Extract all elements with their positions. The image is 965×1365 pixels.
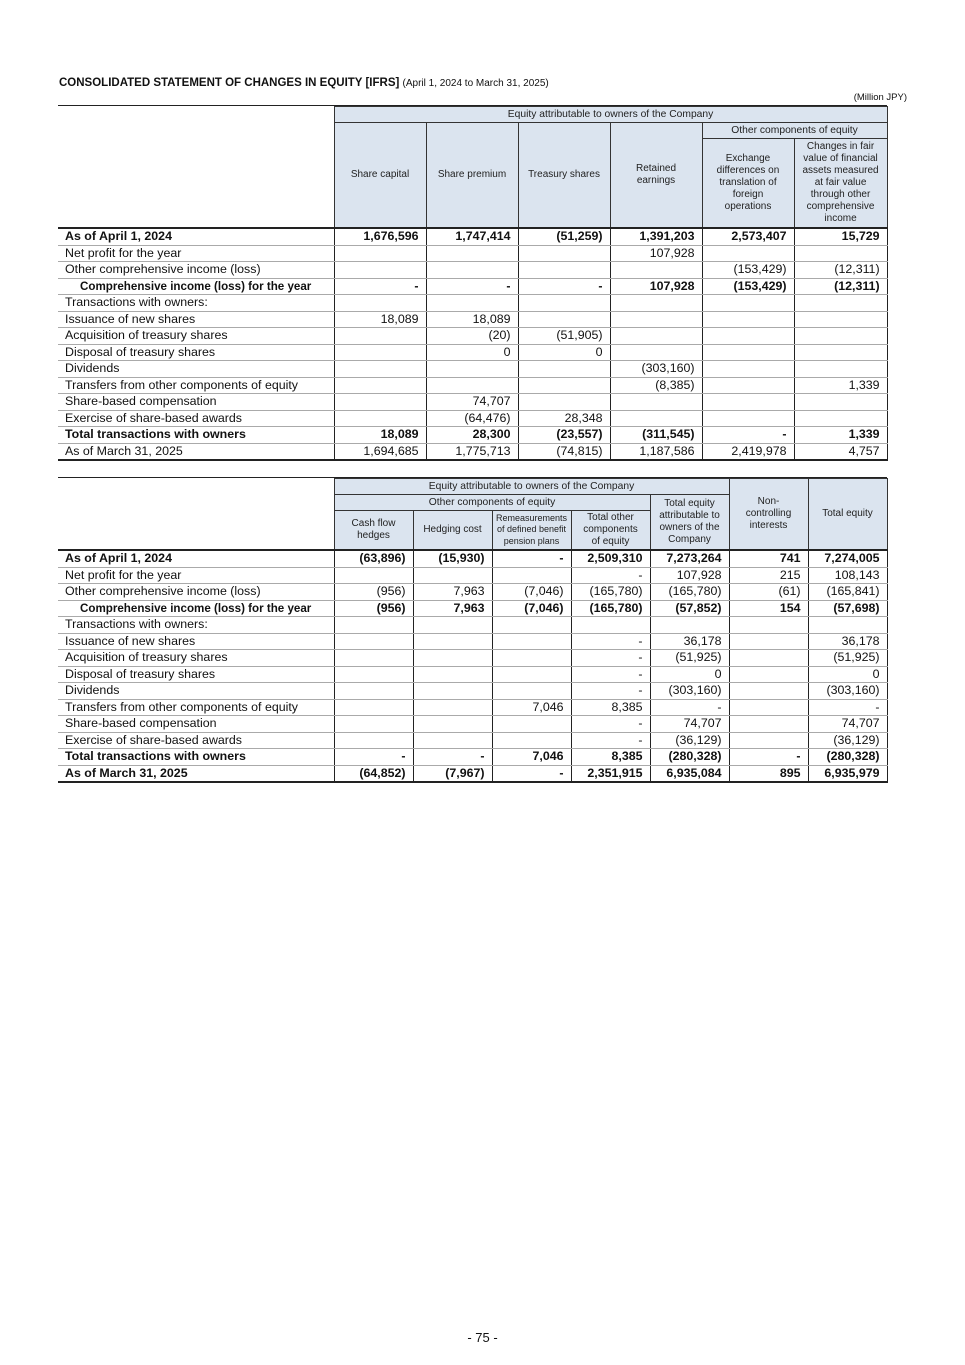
cell-value [334,633,413,650]
row-label: As of April 1, 2024 [58,228,334,245]
cell-value: (7,046) [492,584,571,601]
row-label: Exercise of share-based awards [58,410,334,427]
cell-value [413,633,492,650]
cell-value [334,262,426,279]
cell-value: (51,925) [650,650,729,667]
cell-value [334,732,413,749]
header-blank [58,123,334,139]
cell-value: - [571,567,650,584]
cell-value: 1,775,713 [426,443,518,460]
row-label: Total transactions with owners [58,427,334,444]
cell-value [729,716,808,733]
cell-value: (303,160) [650,683,729,700]
cell-value [571,617,650,634]
row-label: Exercise of share-based awards [58,732,334,749]
row-label: Dividends [58,683,334,700]
cell-value [334,295,426,312]
cell-value: - [334,749,413,766]
table-row [58,716,887,733]
cell-value: (23,557) [518,427,610,444]
table-row [58,295,887,312]
cell-value [794,394,887,411]
cell-value [650,617,729,634]
cell-value [413,732,492,749]
row-label: Issuance of new shares [58,311,334,328]
cell-value: 18,089 [334,311,426,328]
cell-value [334,683,413,700]
cell-value [729,666,808,683]
cell-value: (15,930) [413,550,492,567]
cell-value: 2,351,915 [571,765,650,782]
cell-value: 2,419,978 [702,443,794,460]
col-total-equity: Total equity [808,479,887,551]
cell-value [492,683,571,700]
cell-value: 7,046 [492,699,571,716]
cell-value: 0 [426,344,518,361]
cell-value: 6,935,084 [650,765,729,782]
cell-value [334,666,413,683]
document-title [59,77,549,89]
cell-value: 7,963 [413,600,492,617]
header-blank [58,139,334,229]
cell-value: 7,273,264 [650,550,729,567]
table-row [58,749,887,766]
cell-value [729,699,808,716]
cell-value [413,567,492,584]
cell-value [610,410,702,427]
cell-value: - [426,278,518,295]
cell-value: 1,339 [794,377,887,394]
cell-value: (61) [729,584,808,601]
cell-value [729,617,808,634]
header-equity-attributable: Equity attributable to owners of the Company [334,479,729,495]
cell-value: 18,089 [426,311,518,328]
table-row [58,732,887,749]
cell-value: - [571,650,650,667]
cell-value [413,666,492,683]
cell-value [334,410,426,427]
cell-value: - [702,427,794,444]
cell-value [702,328,794,345]
cell-value [413,617,492,634]
cell-value: 0 [518,344,610,361]
cell-value [702,311,794,328]
cell-value [729,732,808,749]
cell-value: 8,385 [571,699,650,716]
cell-value [702,344,794,361]
cell-value [492,633,571,650]
col-fair-value-changes: Changes in fair value of financial assets measured at fair value through other comprehensive income [794,139,887,229]
cell-value [492,567,571,584]
row-label: Share-based compensation [58,394,334,411]
cell-value [334,377,426,394]
cell-value [518,262,610,279]
title-period: (April 1, 2024 to March 31, 2025) [402,78,549,89]
cell-value [413,716,492,733]
cell-value: (63,896) [334,550,413,567]
cell-value [334,344,426,361]
col-cash-flow-hedges: Cash flow hedges [334,511,413,551]
col-total-other-components: Total other components of equity [571,511,650,551]
cell-value: - [334,278,426,295]
row-label: Other comprehensive income (loss) [58,262,334,279]
table-row [58,427,887,444]
cell-value: 36,178 [808,633,887,650]
row-label: Acquisition of treasury shares [58,328,334,345]
cell-value [794,245,887,262]
col-remeasurements: Remeasurements of defined benefit pension plans [492,511,571,551]
cell-value: - [518,278,610,295]
row-label: Dividends [58,361,334,378]
table-row [58,617,887,634]
cell-value: 18,089 [334,427,426,444]
header-other-components: Other components of equity [702,123,887,139]
page-number: - 75 - [467,1330,498,1345]
table-row [58,584,887,601]
cell-value [518,245,610,262]
table-row [58,245,887,262]
unit-label: (Million JPY) [853,92,907,103]
cell-value [808,617,887,634]
cell-value [334,617,413,634]
cell-value: 74,707 [808,716,887,733]
cell-value: (12,311) [794,262,887,279]
row-label: Share-based compensation [58,716,334,733]
cell-value: (36,129) [808,732,887,749]
cell-value: (57,852) [650,600,729,617]
cell-value: - [492,550,571,567]
cell-value: - [571,666,650,683]
cell-value [702,361,794,378]
cell-value: 895 [729,765,808,782]
table-row [58,262,887,279]
cell-value: 7,046 [492,749,571,766]
row-label: Comprehensive income (loss) for the year [58,278,334,295]
table-row [58,278,887,295]
cell-value: - [413,749,492,766]
row-label: Total transactions with owners [58,749,334,766]
equity-table-1 [58,106,888,461]
cell-value: (12,311) [794,278,887,295]
col-total-equity-attributable: Total equity attributable to owners of the Company [650,495,729,551]
cell-value [426,361,518,378]
cell-value: 154 [729,600,808,617]
table-row [58,650,887,667]
cell-value: (303,160) [808,683,887,700]
row-label: Disposal of treasury shares [58,666,334,683]
table-row [58,600,887,617]
cell-value: (280,328) [808,749,887,766]
header-blank [58,495,334,511]
cell-value [729,633,808,650]
cell-value [794,328,887,345]
cell-value: 74,707 [650,716,729,733]
cell-value [413,650,492,667]
cell-value: 1,391,203 [610,228,702,245]
row-label: Transfers from other components of equity [58,377,334,394]
cell-value [334,394,426,411]
col-share-premium: Share premium [426,123,518,229]
cell-value: (956) [334,584,413,601]
cell-value [610,295,702,312]
table-row [58,377,887,394]
cell-value [492,666,571,683]
cell-value: (280,328) [650,749,729,766]
row-label: As of March 31, 2025 [58,443,334,460]
cell-value [426,262,518,279]
cell-value: 28,300 [426,427,518,444]
table-row [58,765,887,782]
cell-value: - [571,633,650,650]
cell-value: - [571,732,650,749]
cell-value [518,377,610,394]
cell-value [702,245,794,262]
row-label: Acquisition of treasury shares [58,650,334,667]
cell-value [334,245,426,262]
row-label: Transactions with owners: [58,295,334,312]
table-row [58,633,887,650]
cell-value: 108,143 [808,567,887,584]
cell-value: 7,274,005 [808,550,887,567]
cell-value [426,245,518,262]
cell-value [518,361,610,378]
table-row [58,344,887,361]
cell-value: 1,676,596 [334,228,426,245]
cell-value [492,617,571,634]
cell-value [729,683,808,700]
cell-value: 1,747,414 [426,228,518,245]
cell-value [610,262,702,279]
cell-value [334,328,426,345]
cell-value: (64,476) [426,410,518,427]
cell-value [610,394,702,411]
cell-value [794,344,887,361]
cell-value: (64,852) [334,765,413,782]
row-label: As of March 31, 2025 [58,765,334,782]
row-label: Transfers from other components of equity [58,699,334,716]
cell-value [702,394,794,411]
table-row [58,410,887,427]
row-label: As of April 1, 2024 [58,550,334,567]
cell-value: 2,509,310 [571,550,650,567]
table-row [58,328,887,345]
cell-value: 2,573,407 [702,228,794,245]
cell-value: (36,129) [650,732,729,749]
cell-value: 8,385 [571,749,650,766]
cell-value [492,716,571,733]
cell-value: (311,545) [610,427,702,444]
cell-value: (51,925) [808,650,887,667]
cell-value [334,699,413,716]
cell-value: 107,928 [610,278,702,295]
cell-value: 107,928 [650,567,729,584]
cell-value: (57,698) [808,600,887,617]
cell-value [794,295,887,312]
cell-value [413,699,492,716]
table-row [58,699,887,716]
cell-value: - [650,699,729,716]
header-equity-attributable: Equity attributable to owners of the Company [334,107,887,123]
col-treasury-shares: Treasury shares [518,123,610,229]
col-retained-earnings: Retained earnings [610,123,702,229]
table-row [58,567,887,584]
cell-value: 6,935,979 [808,765,887,782]
col-share-capital: Share capital [334,123,426,229]
cell-value: 7,963 [413,584,492,601]
cell-value [794,311,887,328]
table-row [58,443,887,460]
cell-value: 1,187,586 [610,443,702,460]
col-exchange-differences: Exchange differences on translation of foreign operations [702,139,794,229]
table-row [58,550,887,567]
cell-value: (8,385) [610,377,702,394]
table-row [58,666,887,683]
cell-value: 74,707 [426,394,518,411]
row-label: Issuance of new shares [58,633,334,650]
cell-value: 0 [650,666,729,683]
cell-value [702,410,794,427]
cell-value: - [571,716,650,733]
cell-value [702,295,794,312]
cell-value [610,328,702,345]
cell-value [413,683,492,700]
row-label: Other comprehensive income (loss) [58,584,334,601]
cell-value [334,567,413,584]
cell-value [426,377,518,394]
table-row [58,683,887,700]
col-non-controlling-interests: Non-controlling interests [729,479,808,551]
cell-value: - [729,749,808,766]
cell-value [426,295,518,312]
header-other-components: Other components of equity [334,495,650,511]
row-label: Transactions with owners: [58,617,334,634]
cell-value: (51,259) [518,228,610,245]
equity-table-2 [58,478,888,783]
row-label: Net profit for the year [58,245,334,262]
cell-value: 36,178 [650,633,729,650]
cell-value [729,650,808,667]
header-blank [58,107,334,123]
cell-value: - [492,765,571,782]
cell-value [492,650,571,667]
title-main: CONSOLIDATED STATEMENT OF CHANGES IN EQUITY [IFRS] [59,77,400,89]
cell-value [518,311,610,328]
cell-value: (165,780) [650,584,729,601]
cell-value: 0 [808,666,887,683]
cell-value: (20) [426,328,518,345]
col-hedging-cost: Hedging cost [413,511,492,551]
cell-value: 4,757 [794,443,887,460]
row-label: Net profit for the year [58,567,334,584]
cell-value: 1,694,685 [334,443,426,460]
cell-value [334,716,413,733]
cell-value: 741 [729,550,808,567]
cell-value [518,394,610,411]
cell-value: (7,046) [492,600,571,617]
cell-value [492,732,571,749]
cell-value: 107,928 [610,245,702,262]
cell-value: (165,780) [571,600,650,617]
cell-value: (956) [334,600,413,617]
cell-value: 15,729 [794,228,887,245]
cell-value [334,361,426,378]
cell-value [794,361,887,378]
cell-value [334,650,413,667]
cell-value [610,311,702,328]
cell-value [610,344,702,361]
cell-value: - [808,699,887,716]
cell-value: 1,339 [794,427,887,444]
table-row [58,228,887,245]
table-row [58,361,887,378]
cell-value: (153,429) [702,262,794,279]
cell-value: (165,841) [808,584,887,601]
cell-value: (51,905) [518,328,610,345]
cell-value: 215 [729,567,808,584]
table-row [58,394,887,411]
cell-value: (303,160) [610,361,702,378]
header-blank [58,479,334,495]
cell-value: (153,429) [702,278,794,295]
row-label: Comprehensive income (loss) for the year [58,600,334,617]
cell-value [702,377,794,394]
header-blank [58,511,334,551]
cell-value: (165,780) [571,584,650,601]
table-row [58,311,887,328]
cell-value [794,410,887,427]
cell-value: 28,348 [518,410,610,427]
cell-value [518,295,610,312]
cell-value: (7,967) [413,765,492,782]
row-label: Disposal of treasury shares [58,344,334,361]
cell-value: (74,815) [518,443,610,460]
cell-value: - [571,683,650,700]
